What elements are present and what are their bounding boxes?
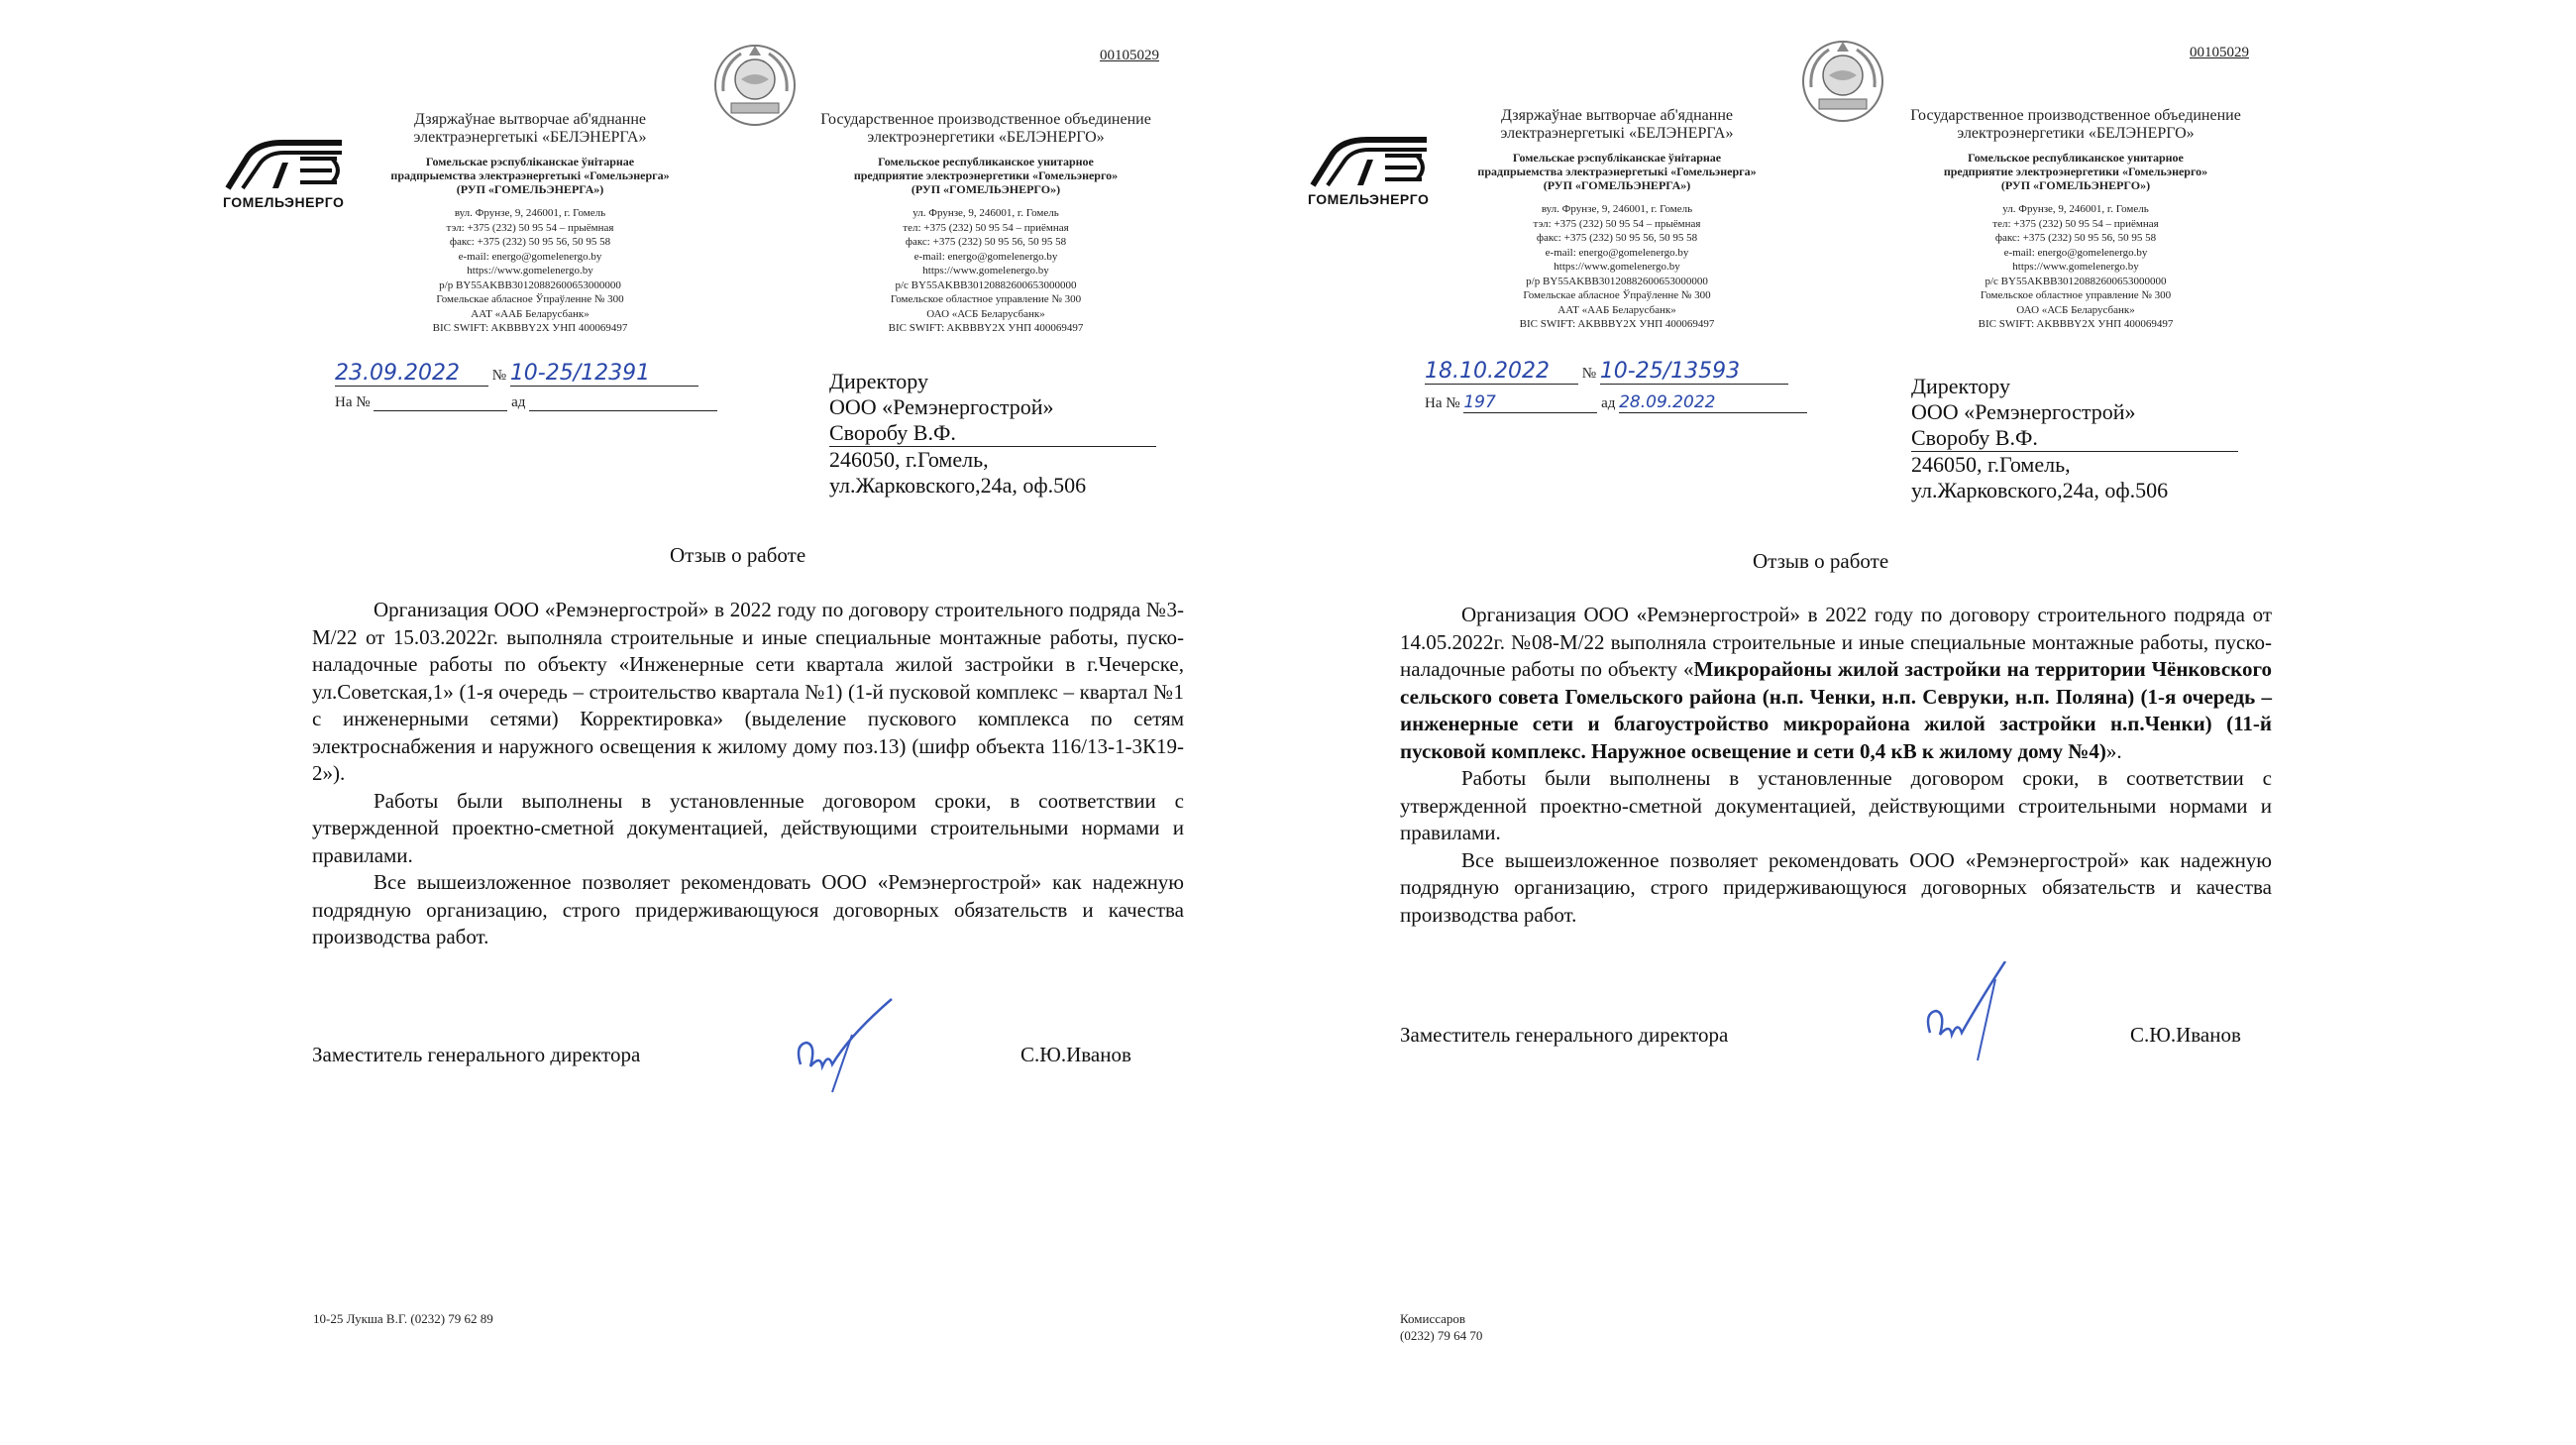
addressee-line: Директору — [829, 369, 928, 393]
info-line: р/с BY55AKBB30120882600653000000 — [1985, 275, 2167, 287]
info-line: BIC SWIFT: AKBBBY2X УНП 400069497 — [888, 322, 1084, 334]
org-line: электраэнергетыкі «БЕЛЭНЕРГА» — [1500, 125, 1734, 142]
ref-label: На № — [1425, 395, 1460, 411]
body-paragraph: Организация ООО «Ремэнергострой» в 2022 году по договору строительного подряда №3-М/22 от 15.03.2022г. выполняла строительные и иные специальные монтажные работы, пуско-наладочные работы по объекту «Инженерные сети квартала жилой застройки в г.Чечерске, ул.Советская,1» (1-я очередь – строительство квартала №1) (1-й пусковой комплекс – квартал №1 с инженерными сетями) Корректировка» (выделение пускового комплекса по сетям электроснабжения и наружного освещения к жилому дому поз.13) (шифр объекта 116/13-1-3К19-2»). — [312, 598, 1184, 785]
info-line: BIC SWIFT: AKBBBY2X УНП 400069497 — [1519, 318, 1715, 330]
handwritten-signature-icon — [1922, 961, 2031, 1060]
info-line: ААТ «ААБ Беларусбанк» — [471, 307, 590, 320]
sub-line: (РУП «ГОМЕЛЬЭНЕРГО») — [911, 182, 1061, 196]
header-russian — [788, 111, 1184, 336]
logo-wordmark: ГОМЕЛЬЭНЕРГО — [223, 194, 345, 210]
addressee-block — [829, 369, 1156, 499]
body-paragraph: Все вышеизложенное позволяет рекомендовать ООО «Ремэнергострой» как надежную подрядную организацию, строго придерживающуюся договорных обязательств и качества производства работ. — [1400, 847, 2272, 927]
sub-line: (РУП «ГОМЕЛЬЭНЕРГА») — [1543, 178, 1691, 192]
info-line: ул. Фрунзе, 9, 246001, г. Гомель — [912, 207, 1059, 219]
reference-line — [1425, 392, 1807, 413]
sub-line: Гомельскае рэспубліканскае ўнітарнае — [425, 155, 635, 168]
signatory-name: С.Ю.Иванов — [2130, 1023, 2241, 1047]
org-line: электраэнергетыкі «БЕЛЭНЕРГА» — [413, 129, 647, 146]
addressee-line: 246050, г.Гомель, — [1911, 452, 2071, 477]
reg-no-label: № — [491, 368, 507, 384]
sub-line: Гомельское республиканское унитарное — [1968, 151, 2184, 165]
body-text: Организация ООО «Ремэнергострой» в 2022 году по договору строительного подряда от 14.05.2022г. №08-М/22 выполняла строительные и иные специальные монтажные работы, пуско-наладочные работы по объекту « — [1400, 603, 2272, 681]
body-paragraph: Все вышеизложенное позволяет рекомендовать ООО «Ремэнергострой» как надежную подрядную организацию, строго придерживающуюся договорных обязательств и качества производства работ. — [312, 870, 1184, 948]
info-line: ОАО «АСБ Беларусбанк» — [2016, 303, 2135, 316]
ref-from-label: ад — [511, 394, 526, 410]
letter-body — [312, 597, 1184, 951]
addressee-line: ООО «Ремэнергострой» — [1911, 399, 2136, 424]
registration-line — [335, 361, 698, 387]
info-line: https://www.gomelenergo.by — [467, 265, 593, 277]
info-line: e-mail: energo@gomelenergo.by — [458, 250, 602, 263]
signatory-name: С.Ю.Иванов — [1020, 1043, 1131, 1066]
info-line: тел: +375 (232) 50 95 54 – приёмная — [903, 221, 1069, 234]
info-line: https://www.gomelenergo.by — [922, 265, 1049, 277]
signature-title: Заместитель генерального директора — [312, 1043, 641, 1066]
signature-title: Заместитель генерального директора — [1400, 1023, 1729, 1047]
info-line: факс: +375 (232) 50 95 56, 50 95 58 — [905, 236, 1067, 248]
sub-line: предприятие электроэнергетики «Гомельэнерго» — [1943, 165, 2208, 178]
ref-label: На № — [335, 394, 371, 410]
executor-note — [1400, 1310, 1482, 1344]
info-line: р/с BY55AKBB30120882600653000000 — [895, 278, 1077, 291]
header-belarusian — [332, 111, 728, 336]
info-line: ул. Фрунзе, 9, 246001, г. Гомель — [2002, 203, 2149, 215]
reg-number: 10-25/12391 — [510, 361, 698, 387]
org-line: Дзяржаўнае вытворчае аб'яднанне — [413, 111, 647, 128]
reference-line — [335, 394, 717, 411]
addressee-line: ООО «Ремэнергострой» — [829, 394, 1054, 419]
body-paragraph — [1400, 602, 2272, 765]
org-line: Государственное производственное объединение — [1910, 107, 2241, 124]
info-line: e-mail: energo@gomelenergo.by — [913, 250, 1058, 263]
info-line: р/р BY55AKBB30120882600653000000 — [439, 278, 621, 291]
addressee-line: ул.Жарковского,24а, оф.506 — [829, 473, 1087, 498]
addressee-name: Своробу В.Ф. — [829, 420, 1156, 447]
addressee-line: ул.Жарковского,24а, оф.506 — [1911, 478, 2169, 502]
header-russian — [1878, 107, 2274, 332]
info-line: Гомельское областное управление № 300 — [890, 293, 1082, 305]
reg-date: 23.09.2022 — [335, 361, 488, 387]
org-line: Дзяржаўнае вытворчае аб'яднанне — [1500, 107, 1734, 124]
sub-line: прадпрыемства электраэнергетыкі «Гомельэнерга» — [390, 168, 670, 182]
ref-date — [529, 396, 717, 411]
header-belarusian — [1419, 107, 1815, 332]
logo-wordmark: ГОМЕЛЬЭНЕРГО — [1308, 191, 1430, 207]
info-line: https://www.gomelenergo.by — [1554, 261, 1680, 273]
document-number: 00105029 — [1100, 48, 1159, 63]
info-line: тэл: +375 (232) 50 95 54 – прыёмная — [1533, 217, 1701, 230]
addressee-block — [1911, 374, 2238, 503]
addressee-name: Своробу В.Ф. — [1911, 425, 2238, 452]
sub-line: (РУП «ГОМЕЛЬЭНЕРГА») — [456, 182, 604, 196]
registration-line — [1425, 359, 1788, 385]
info-line: BIC SWIFT: AKBBBY2X УНП 400069497 — [1978, 318, 2174, 330]
info-line: р/р BY55AKBB30120882600653000000 — [1526, 275, 1708, 287]
sub-line: Гомельскае рэспубліканскае ўнітарнае — [1512, 151, 1722, 165]
info-line: Гомельское областное управление № 300 — [1980, 289, 2172, 301]
letter-subject: Отзыв о работе — [670, 543, 806, 567]
info-line: вул. Фрунзе, 9, 246001, г. Гомель — [454, 207, 606, 219]
sub-line: (РУП «ГОМЕЛЬЭНЕРГО») — [2000, 178, 2151, 192]
info-line: Гомельскае абласное Ўпраўленне № 300 — [436, 293, 624, 305]
body-text: ». — [2105, 738, 2122, 763]
info-line: факс: +375 (232) 50 95 56, 50 95 58 — [1536, 232, 1698, 244]
info-line: тел: +375 (232) 50 95 54 – приёмная — [1992, 217, 2159, 230]
document-number: 00105029 — [2190, 45, 2249, 60]
info-line: факс: +375 (232) 50 95 56, 50 95 58 — [449, 236, 611, 248]
sub-line: Гомельское республиканское унитарное — [878, 155, 1094, 168]
letter-subject: Отзыв о работе — [1753, 549, 1889, 573]
addressee-line: Директору — [1911, 374, 2010, 398]
info-line: https://www.gomelenergo.by — [2012, 261, 2139, 273]
executor-line: 10-25 Лукша В.Г. (0232) 79 62 89 — [313, 1311, 493, 1326]
info-line: e-mail: energo@gomelenergo.by — [2003, 246, 2148, 259]
ref-number: 197 — [1463, 392, 1597, 413]
info-line: тэл: +375 (232) 50 95 54 – прыёмная — [446, 221, 614, 234]
executor-line: Комиссаров — [1400, 1311, 1466, 1326]
body-object-name: Микрорайоны жилой застройки на территории Чёнковского сельского совета Гомельского района (н.п. Ченки, н.п. Севруки, н.п. Поляна) (1-я очередь – инженерные сети и благоустройство микрорайона жилой застройки н.п.Ченки) (11-й пусковой комплекс. Наружное освещение и сети 0,4 кВ к жилому дому №4) — [1400, 657, 2272, 763]
info-line: ААТ «ААБ Беларусбанк» — [1557, 303, 1676, 316]
body-paragraph: Работы были выполнены в установленные договором сроки, в соответствии с утвержденной проектно-сметной документацией, действующими строительными нормами и правилами. — [1400, 766, 2272, 844]
org-line: Государственное производственное объединение — [820, 111, 1151, 128]
executor-note — [313, 1310, 493, 1327]
letter-page-left — [0, 0, 1234, 1445]
sub-line: прадпрыемства электраэнергетыкі «Гомельэнерга» — [1477, 165, 1757, 178]
info-line: ОАО «АСБ Беларусбанк» — [926, 307, 1045, 320]
org-line: электроэнергетики «БЕЛЭНЕРГО» — [1957, 125, 2195, 142]
info-line: BIC SWIFT: AKBBBY2X УНП 400069497 — [432, 322, 628, 334]
sub-line: предприятие электроэнергетики «Гомельэнерго» — [853, 168, 1119, 182]
info-line: вул. Фрунзе, 9, 246001, г. Гомель — [1541, 203, 1693, 215]
info-line: Гомельскае абласное Ўпраўленне № 300 — [1523, 289, 1711, 301]
executor-line: (0232) 79 64 70 — [1400, 1328, 1483, 1343]
handwritten-signature-icon — [793, 995, 902, 1094]
org-line: электроэнергетики «БЕЛЭНЕРГО» — [867, 129, 1105, 146]
info-line: e-mail: energo@gomelenergo.by — [1545, 246, 1689, 259]
reg-no-label: № — [1581, 366, 1597, 382]
body-paragraph: Работы были выполнены в установленные договором сроки, в соответствии с утвержденной проектно-сметной документацией, действующими строительными нормами и правилами. — [312, 788, 1184, 867]
letter-body — [1400, 602, 2272, 929]
addressee-line: 246050, г.Гомель, — [829, 447, 989, 472]
letter-page-right — [1308, 0, 2566, 1445]
reg-date: 18.10.2022 — [1425, 359, 1578, 385]
reg-number: 10-25/13593 — [1600, 359, 1788, 385]
ref-number — [374, 396, 507, 411]
ref-date: 28.09.2022 — [1619, 392, 1807, 413]
info-line: факс: +375 (232) 50 95 56, 50 95 58 — [1994, 232, 2157, 244]
ref-from-label: ад — [1601, 395, 1616, 411]
